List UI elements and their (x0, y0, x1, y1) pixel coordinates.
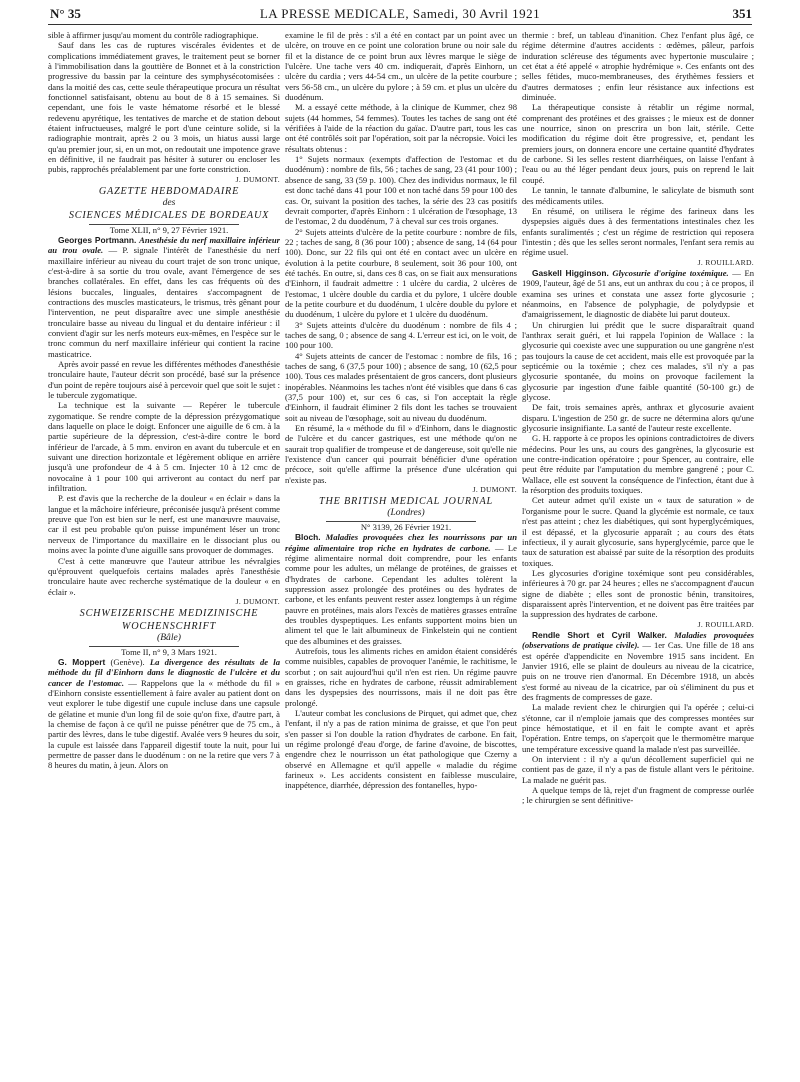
paragraph: En résumé, on utilisera le régime des farineux dans les dyspepsies aiguës dues à des fermentations intestinales chez les enfants suralimentés ; c'est un régime de restriction qui reposera l'intestin ; dès que les selles seront normales, l'enfant sera remis au régime usuel. (522, 205, 754, 258)
paragraph: sible à affirmer jusqu'au moment du contrôle radiographique. (48, 30, 259, 40)
article-title: La divergence des résultats de la méthode du fil d'Einhorn dans le diagnostic de l'ulcère et du cancer de l'estomac. (48, 656, 280, 688)
column-3 (522, 30, 754, 1076)
paragraph: C'est à cette manœuvre que l'auteur attribue les névralgies qu'éprouvent quelquefois certains malades après l'anesthésie tronculaire haute avec recherche systématique de la douleur « en éclair ». (48, 555, 280, 597)
signature: J. DUMONT. (235, 596, 280, 606)
journal-title-line2: WOCHENSCHRIFT (121, 621, 217, 633)
paragraph: A quelque temps de là, rejet d'un fragment de compresse ourlée ; le chirurgien se sent définitive- (522, 785, 754, 806)
journal-city: (Londres) (387, 507, 425, 519)
article-moppert (48, 657, 280, 771)
article-title: Anesthésie du nerf maxillaire inférieur au trou ovale. (48, 234, 280, 256)
paragraph: Un chirurgien lui prédit que le sucre disparaîtrait quand l'anthrax serait guéri, et lui rappela l'opinion de Wallace : la glycosurie qui coexiste avec une suppuration ou une gangrène n'est pas toujours la cause de cet accident, mais elle est provoquée par la septicémie ou la toxémie ; chez ces malades, s'il n'y a pas glycosurie spontanée, du moins on provoque facilement la glycosurie par ingestion d'une faible quantité (50-100 gr.) de glycose. (522, 319, 754, 403)
journal-title-des: des (162, 197, 176, 209)
article-text: — 1er Cas. Une fille de 18 ans est opérée d'appendicite en Novembre 1915 sans incident. En Janvier 1916, elle se plaint de douleurs au niveau de la cicatrice, puis on ne trouve rien d'anormal. En Décembre 1918, un abcès s'est formé au niveau de la cicatrice, par où s'éliminent du pus et des fragments de compresses de gaze. (522, 640, 754, 702)
journal-issue-info: N° 3139, 26 Février 1921. (360, 521, 452, 532)
header-rule (48, 24, 752, 25)
issue-number: N° 35 (50, 6, 81, 21)
paragraph: 1° Sujets normaux (exempts d'affection de l'estomac et du duodénum) : nombre de fils, 56 ; taches de sang, 23 (41 pour 100) ; absence de sang, 33 (59 p. 100). Chez des individus normaux, le fil est donc taché dans 41 pour 100 et non taché dans 59 pour 100 des cas. Or, suivant la position des taches, la série des 23 cas positifs devrait comporter, d'après Einhorn : 1 ulcération de l'œsophage, 13 de l'estomac, 2 du duodénum, 7 à cheval sur ces trois organes. (285, 154, 517, 227)
article-text: — Rappelons que la « méthode du fil » d'Einhorn consiste essentiellement à faire avaler au patient dont on veut explorer le tube digestif une cupule incluse dans une capsule de gélatine et munie d'un long fil de soie qu'on fixe, d'autre part, à la chemise de façon à ce qu'il ne puisse pénétrer que de 75 cm., à partir des lèvres, dans le tube digestif. Avalée vers 9 heures du soir, la cupule est laissée dans l'appareil digestif toute la nuit, pour lui permettre de passer dans le duodénum : on ne la retire que vers 7 à 8 heures du matin, à jeun. Alors on (48, 677, 280, 771)
paragraph: 4° Sujets atteints de cancer de l'estomac : nombre de fils, 16 ; taches de sang, 6 (37,5 pour 100) ; absence de sang, 10 (62,5 pour 100). Tous ces malades présentaient de gros cancers, dont plusieurs inopérables. Néanmoins les taches n'ont été visibles que dans 6 cas (37,5 pour 100) et, sur ces 6 cas, si l'on acceptait la règle d'Einhorn, il faudrait éliminer 2 fils dont les taches se trouvaient soit au niveau de l'œsophage, soit au niveau du duodénum. (285, 350, 517, 423)
paragraph: Cet auteur admet qu'il existe un « taux de saturation » de l'organisme pour le sucre. Quand la glycémie est normale, ce taux n'est pas atteint ; chez les diabétiques, qui sont hyperglycémiques, il est dépassé, et la glycosurie apparaît ; au cours des états infectieux, il y aurait glycosurie, sans hyperglycémie, parce que le taux de saturation est abaissé par suite de la résorption des produits toxiques. (522, 495, 754, 568)
article-text: — En 1909, l'auteur, âgé de 51 ans, eut un anthrax du cou ; à ce propos, il examina ses urines et constata une assez forte glycosurie ; néanmoins, en l'absence de polyphagie, de polydypsie et d'amaigrissement, le diagnostic de diabète lui parut douteux. (522, 267, 754, 320)
article-author: Rendle Short et Cyril Walker. (532, 629, 667, 640)
page-header (0, 0, 800, 30)
paragraph: Autrefois, tous les aliments riches en amidon étaient considérés comme nuisibles, capables de provoquer l'anémie, le rachitisme, le scorbut ; on sait aujourd'hui qu'il n'en est rien. Un régime pauvre en graisses, riche en hydrates de carbone, réussit admirablement dans les dyspepsies des nourrissons, mais il ne doit pas être prolongé. (285, 645, 517, 708)
article-title: Maladies provoquées chez les nourrissons par un régime alimentaire trop riche en hydrates de carbone. (285, 532, 517, 553)
article-higginson (522, 268, 754, 320)
paragraph: 3° Sujets atteints d'ulcère du duodénum : nombre de fils 4 ; taches de sang, 0 ; absence de sang 4. L'erreur est ici, on le voit, de 100 pour 100. (285, 319, 517, 351)
journal-title: THE BRITISH MEDICAL JOURNAL (319, 496, 493, 508)
article-text: — Le régime alimentaire normal doit comprendre, pour les enfants comme pour les adultes, un mélange de protéines, de graisses et d'hydrates de carbone. Cependant les adultes tolèrent la suppression assez prolongée des protéines ou des hydrates de carbone, et les enfants peuvent rester assez longtemps à un régime pauvre en protéines, mais alors l'excès de matières grasses entraîne des troubles dyspeptiques. Les enfants supportent moins bien un aliment tel que le lait albumineux de Finkelstein qui ne contient que des albumines et des graisses. (285, 542, 517, 646)
paragraph: L'auteur combat les conclusions de Pirquet, qui admet que, chez l'enfant, il n'y a pas de ration minima de graisse, et que l'on peut s'en passer si l'on double la ration d'hydrates de carbone. En fait, un régime prolongé d'eau d'orge, de farine d'avoine, de biscottes, engendre chez le nourrisson un état pathologique que Czerny a observé en Allemagne et qu'il appelle « maladie du régime farineux ». Les accidents consistent en faiblesse musculaire, inappétence, diarrhée, dépression des fontanelles, hypo- (285, 708, 517, 791)
page-number: 351 (732, 6, 752, 21)
journal-title-line2: SCIENCES MÉDICALES DE BORDEAUX (68, 209, 270, 221)
paragraph: thermie : bref, un tableau d'inanition. Chez l'enfant plus âgé, ce régime détermine d'autres accidents : œdèmes, pâleur, parfois induration scléreuse des téguments avec hypertonie musculaire ; cet état a été appelé « atrophie hydrémique ». Ces enfants ont des selles fétides, muco-membraneuses, des érythèmes fessiers et d'autres dermatoses ; enfin leur résistance aux infections est diminuée. (522, 30, 754, 103)
journal-title: GAZETTE HEBDOMADAIRE (98, 186, 240, 198)
article-title: Maladies provoquées (observations de pratique civile). (522, 629, 754, 651)
paragraph: La malade revient chez le chirurgien qui l'a opérée ; celui-ci s'étonne, car il n'emploie jamais que des compresses montées sur pince hémostatique, et il en fait le compte avant et après l'opération. Entre temps, on s'aperçoit que le thermomètre marque une température excessive quand la malade n'est pas surveillée. (522, 702, 754, 754)
article-author: G. Moppert (58, 656, 106, 667)
paragraph: 2° Sujets atteints d'ulcère de la petite courbure : nombre de fils, 22 ; taches de sang, 8 (36 pour 100) ; absence de sang, 14 (64 pour 100). Donc, sur 22 fils qui ont été en contact avec un ulcère en évolution à la petite courbure, 8 seulement, soit 36 pour 100, ont été tachés. En outre, si, dans ces 8 cas, on se fiait aux mensurations d'Einhorn, il faudrait admettre : 1 ulcère du cardia, 2 ulcères de l'estomac, 1 ulcère double du cardia et du pylore, 1 ulcère double de la petite courbure et du duodénum, 1 ulcère double du pylore et du duodénum, 1 ulcère du pylore et 1 ulcère du duodénum. (285, 226, 517, 320)
paragraph: Le tannin, le tannate d'albumine, le salicylate de bismuth sont des médicaments utiles. (522, 185, 754, 206)
journal-city: (Bâle) (157, 632, 181, 644)
signature: J. DUMONT. (235, 174, 280, 184)
article-bloch (285, 532, 517, 646)
journal-running-title: LA PRESSE MEDICALE, Samedi, 30 Avril 1921 (259, 6, 541, 21)
paragraph: examine le fil de près : s'il a été en contact par un point avec un ulcère, on trouve en ce point une coloration brune ou noir sale du fil et la distance de ce point brun aux lèvres marque le siège de l'ulcère. Une tache vers 40 cm. indiquerait, d'après Einhorn, un ulcère du cardia ; vers 44-54 cm., un ulcère de la petite courbure ; vers 56-58 cm., un ulcère du pylore ; à 59 cm. et plus un ulcère du duodénum. (285, 30, 517, 103)
article-text: — P. signale l'intérêt de l'anesthésie du nerf maxillaire inférieur au niveau du court trajet de son tronc unique, c'est-à-dire à sa sortie du trou ovale, avant l'émergence de ses branches collatérales. En effet, dans les cas fréquents où des lésions buccales, linguales, dentaires s'accompagnent de contractions des muscles masticateurs, le trismus, très gênant pour l'intervention, ne peut disparaître avec une simple anesthésie tronculaire basse au niveau du lingual et du dentaire inférieur : il convient d'agir sur les nerfs moteurs eux-mêmes, en l'espèce sur le tronc commun du nerf maxillaire inférieur qui contient la racine masticatrice. (48, 245, 280, 359)
journal-issue-info: Tome II, n° 9, 3 Mars 1921. (121, 646, 217, 657)
paragraph: M. a essayé cette méthode, à la clinique de Kummer, chez 98 sujets (44 hommes, 54 femmes). Toutes les taches de sang ont été vérifiées à l'aide de la réaction du gaïac. D'autre part, tous les cas ont été contrôlés soit par l'opération, soit par la nécropsie. Voici les résultats obtenus : (285, 102, 517, 154)
signature: J. DUMONT. (472, 485, 517, 495)
paragraph: La thérapeutique consiste à rétablir un régime normal, comprenant des protéines et des graisses ; le mieux est de donner une nourrice, sinon on prescrira un bon lait, stérile. Cette modification du régime doit être progressive, et, pendant les premiers jours, on donnera encore une certaine quantité d'hydrates de carbone. Si les selles restent diarrhéiques, on laisse l'enfant à l'eau ou au thé léger pendant deux jours, puis on reprend le lait coupé. (522, 102, 754, 185)
column-2 (285, 30, 517, 1076)
signature: J. ROUILLARD. (697, 619, 754, 629)
article-author: Bloch. (295, 532, 321, 543)
article-short-walker (522, 630, 754, 702)
paragraph: De fait, trois semaines après, anthrax et glycosurie avaient disparu. L'ingestion de 250 gr. de sucre ne détermina alors qu'une glycosurie insignifiante. La santé de l'auteur reste excellente. (522, 402, 754, 434)
paragraph: La technique est la suivante — Repérer le tubercule zygomatique. Se rendre compte de la dépression prézygomatique dans laquelle on place le doigt. Enfoncer une aiguille de 6 cm. à la partie supérieure de la dépression, c'est-à-dire contre le bord inférieur de l'arcade, à 5 mm. environ en avant du tubercule et en suivant une direction horizontale et légèrement oblique en arrière jusqu'à une profondeur de 4 à 5 cm. Injecter 10 à 12 cmc de novocaïne à 1 pour 100 qui arriveront au contact du nerf par infiltration. (48, 400, 280, 494)
paragraph: En résumé, la « méthode du fil » d'Einhorn, dans le diagnostic de l'ulcère et du cancer gastriques, est une méthode qu'on ne saurait trop qualifier de trompeuse et de dangereuse, soit qu'elle nie l'existence d'un cancer qui pourrait bénéficier d'une opération précoce, soit qu'elle affirme la présence d'une ulcération qui n'existe pas. (285, 423, 517, 485)
paragraph: G. H. rapporte à ce propos les opinions contradictoires de divers médecins. Pour les uns, au cours des gangrènes, la glycosurie est une contre-indication opératoire ; pour Spencer, au contraire, elle peut être réduite par l'amputation du membre gangrené ; pour C. Wallace, elle est souvent la conséquence de l'infection, étant due à la résorption des produits toxiques. (522, 433, 754, 496)
paragraph: Les glycosuries d'origine toxémique sont peu considérables, inférieures à 70 gr. par 24 heures ; elles ne s'accompagnent d'aucun signe de diabète ; elles sont de pronostic bénin, transitoires, disparaissent après l'intervention, et ne doivent pas être traitées par la suppression des hydrates de carbone. (522, 567, 754, 620)
paragraph: Après avoir passé en revue les différentes méthodes d'anesthésie tronculaire haute, l'auteur décrit son procédé, basé sur la présence d'un point de repère toujours aisé à percevoir quel que soit le sujet : le tubercule zygomatique. (48, 358, 280, 400)
journal-title: SCHWEIZERISCHE MEDIZINISCHE (79, 608, 259, 620)
article-portmann (48, 235, 280, 359)
paragraph: Sauf dans les cas de ruptures viscérales évidentes et de complications immédiatement graves, le traitement peut se borner à l'immobilisation dans la gouttière de Bonnet et à la constriction progressive du bassin par la ceinture des symphysécotomisées : dans la moitié des cas, cette seule thérapeutique procura un résultat fonctionnel satisfaisant, obtenu au bout de 8 à 15 semaines. Si cependant, une fois le vaste hématome résorbé et le blessé redevenu apyrétique, les tentatives de marche et de station debout étaient infructueuses, malgré le port d'une ceinture solide, si la radiographie montrait, après 2 ou 3 mois, un hiatus aussi large qu'au premier jour, si, en un mot, on redoutait une impotence grave en définitive, il ne faudrait pas hésiter à suturer ou encloser les pubis, rapprochés préalablement par une forte constriction. (48, 40, 280, 175)
article-author-city: (Genève). (110, 656, 145, 667)
article-author: Gaskell Higginson. (532, 267, 609, 278)
article-title: Glycosurie d'origine toxémique. (612, 267, 729, 278)
article-author: Georges Portmann. (58, 234, 137, 245)
paragraph: On intervient : il n'y a qu'un décollement superficiel qui ne contient pas de gaze, il n'y a pas de fistule allant vers le péritoine. La malade ne guérit pas. (522, 754, 754, 785)
journal-issue-info: Tome XLII, n° 9, 27 Février 1921. (109, 224, 229, 235)
paragraph: P. est d'avis que la recherche de la douleur « en éclair » dans la langue et la mâchoire inférieure, préconisée jusqu'à présent comme preuve que l'on est bien sur le nerf, est une manœuvre mauvaise, car il est peu probable qu'on puisse impunément léser un tronc nerveux de l'importance du maxillaire en le dissociant plus ou moins avec la pointe d'une aiguille sans provoquer de dommages. (48, 493, 280, 556)
column-1 (48, 30, 280, 1076)
signature: J. ROUILLARD. (697, 257, 754, 267)
